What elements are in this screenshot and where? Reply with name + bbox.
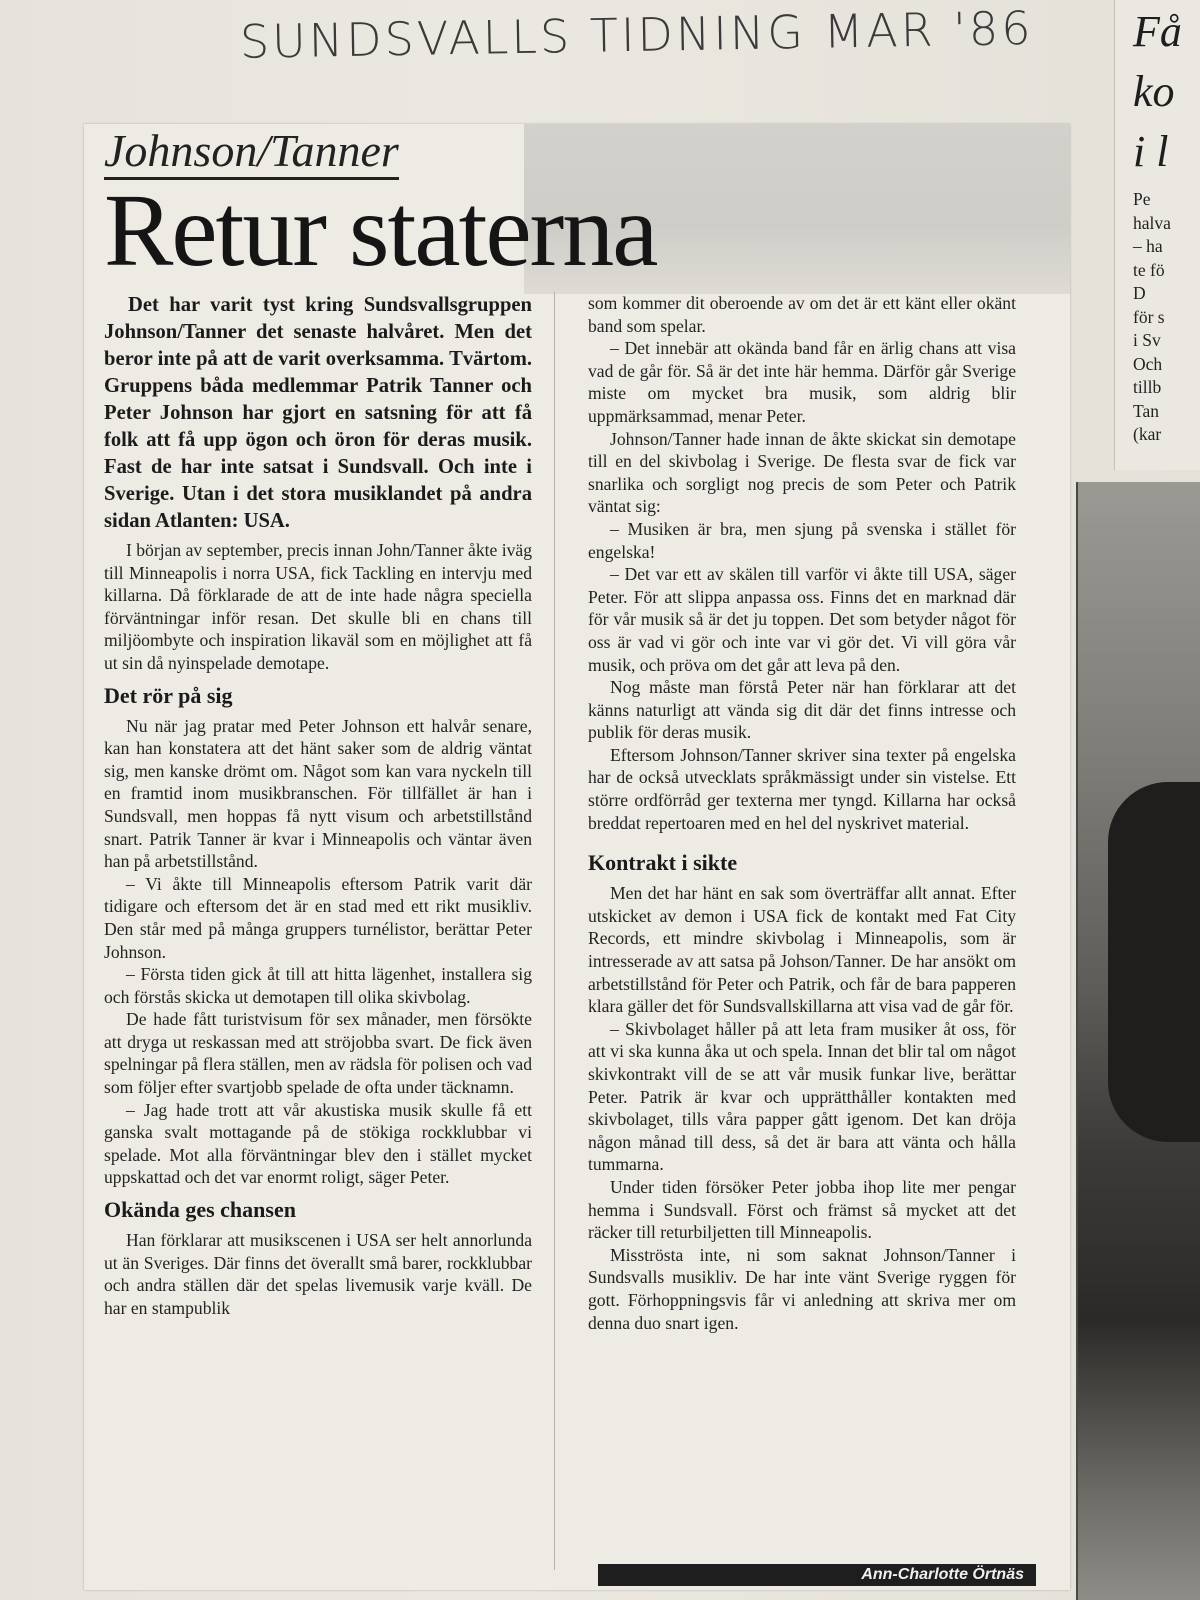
adjacent-headline-line: Få: [1133, 7, 1182, 56]
article-kicker: Johnson/Tanner: [104, 126, 399, 180]
adjacent-text-line: (kar: [1133, 424, 1162, 444]
handwritten-source-note: SUNDSVALLS TIDNING MAR '86: [239, 0, 1034, 69]
article-headline: Retur staterna: [104, 173, 657, 288]
adjacent-text-line: tillb: [1133, 377, 1162, 397]
adjacent-text-line: te fö: [1133, 259, 1165, 280]
byline: Ann-Charlotte Örtnäs: [598, 1564, 1036, 1586]
paragraph: Johnson/Tanner hade innan de åkte skickat sin demotape till en del skivbolag i Sverige. De flesta svar de fick var snarlika och sorgligt nog precis de som Peter och Patrik väntat sig:: [588, 428, 1016, 517]
article-lead: Det har varit tyst kring Sundsvallsgruppen Johnson/Tanner det senaste halvåret. Men det beror inte på att de varit overksamma. Tvärtom. Gruppens båda medlemmar Patrik Tanner och Peter Johnson har gjort en satsning för att få folk att få upp ögon och öron för deras musik. Fast de har inte satsat i Sundsvall. Och inte i Sverige. Utan i det stora musiklandet på andra sidan Atlanten: USA.: [104, 294, 532, 532]
adjacent-text-line: för s: [1133, 306, 1165, 327]
paragraph: Nu när jag pratar med Peter Johnson ett halvår senare, kan han konstatera att det hänt saker som de aldrig väntat sig, men kanske drömt om. Något som kan vara nyckeln till en framtid inom musikbranschen. För tillfället är han i Sundsvall, men hoppas få nytt visum och arbetstillstånd snart. Patrik Tanner är kvar i Minneapolis och väntar även han på arbetstillstånd.: [104, 715, 532, 872]
paragraph: Misströsta inte, ni som saknat Johnson/Tanner i Sundsvalls musikliv. De har inte vänt Sverige ryggen för gott. Förhoppningsvis får vi anledning att skriva mer om denna duo snart igen.: [588, 1244, 1016, 1333]
adjacent-text-line: halva: [1133, 212, 1171, 233]
adjacent-text-line: i Sv: [1133, 330, 1161, 350]
adjacent-text-line: Pe: [1133, 189, 1151, 209]
article-column-1: [104, 292, 532, 1319]
paragraph: I början av september, precis innan John/Tanner åkte iväg till Minneapolis i norra USA, fick Tackling en intervju med killarna. Då förklarade de att de inte hade några speciella förväntningar inför resan. Det skulle bli en chans till miljöombyte och inspiration likaväl som en möjlighet att få ut sin då nyinspelade demotape.: [104, 540, 532, 673]
column-divider: [554, 292, 555, 1570]
paragraph: – Det innebär att okända band får en ärlig chans att visa vad de går för. Så är det inte här hemma. Därför går Sverige miste om mycket bra musik, som aldrig blir uppmärksammad, menar Peter.: [588, 338, 1016, 426]
photo-figure: [1108, 782, 1200, 1142]
adjacent-text-line: – ha: [1133, 236, 1163, 256]
paragraph: Under tiden försöker Peter jobba ihop lite mer pengar hemma i Sundsvall. Först och främst så mycket att det räcker till returbiljetten till Minneapolis.: [588, 1176, 1016, 1243]
paragraph: Men det har hänt en sak som överträffar allt annat. Efter utskicket av demon i USA fick de kontakt med Fat City Records, ett mindre skivbolag i Minneapolis, som är intresserade av att satsa på Johson/Tanner. De har ansökt om arbetstillstånd för Peter och Patrik, och får de bara papperen klara gäller det för Sundsvallskillarna att visa vad de går för.: [588, 883, 1016, 1017]
adjacent-article-fragment: [1114, 0, 1200, 470]
paragraph: – Musiken är bra, men sjung på svenska i stället för engelska!: [588, 518, 1016, 562]
subheading: Kontrakt i sikte: [588, 850, 738, 876]
adjacent-text-line: Och: [1133, 353, 1163, 374]
article-column-2: [588, 292, 1016, 1334]
paragraph: – Första tiden gick åt till att hitta lägenhet, installera sig och förstås skicka ut demotapen till olika skivbolag.: [104, 964, 532, 1007]
paragraph: – Det var ett av skälen till varför vi åkte till USA, säger Peter. För att slippa anpassa oss. Finns det en marknad där för vår musik så är det ju toppen. Det som betyder något för oss är vad vi gör och inte var vi gör det. Vi vill göra vår musik, och pröva om det går att leva på den.: [588, 564, 1016, 675]
paragraph: Eftersom Johnson/Tanner skriver sina texter på engelska har de också utvecklats språkmässigt under sin vistelse. Ett större ordförråd ger texterna mer tyngd. Killarna har också breddat repertoaren med en hel del nyskrivet material.: [588, 744, 1016, 833]
article-clipping: [84, 124, 1070, 1590]
paragraph: – Vi åkte till Minneapolis eftersom Patrik varit där tidigare och eftersom det är en stad med ett rikt musikliv. Den står med på många gruppers turnélistor, berättar Peter Johnson.: [104, 873, 532, 962]
adjacent-headline-line: i l: [1133, 127, 1169, 176]
subheading: Okända ges chansen: [104, 1197, 296, 1223]
paragraph: som kommer dit oberoende av om det är ett känt eller okänt band som spelar.: [588, 293, 1016, 336]
adjacent-text-line: D: [1133, 283, 1146, 303]
paragraph: – Jag hade trott att vår akustiska musik skulle få ett ganska svalt mottagande på de stökiga rockklubbar vi spelade. Mot alla förväntningar blev den i stället mycket uppskattad och det var enormt roligt, säger Peter.: [104, 1099, 532, 1188]
paragraph: Han förklarar att musikscenen i USA ser helt annorlunda ut än Sveriges. Där finns det överallt små barer, rockklubbar och andra ställen där det spelas livemusik varje kväll. De har en stampublik: [104, 1230, 532, 1318]
adjacent-photo: [1076, 482, 1200, 1600]
paragraph: – Skivbolaget håller på att leta fram musiker åt oss, för att vi ska kunna åka ut och spela. Innan det blir tal om något skivkontrakt vill de se att vår musik funkar live, berättar Peter. Patrik är kvar och upprätthåller kontakten med skivbolaget, tills våra papper gått igenom. Det kan dröja någon månad till dess, så det är bara att vänta och hålla tummarna.: [588, 1018, 1016, 1175]
adjacent-text-line: Tan: [1133, 400, 1159, 421]
paragraph: Nog måste man förstå Peter när han förklarar att det känns naturligt att vända sig dit där det finns intresse och publik för deras musik.: [588, 677, 1016, 743]
adjacent-headline-line: ko: [1133, 67, 1175, 116]
subheading: Det rör på sig: [104, 682, 233, 708]
paragraph: De hade fått turistvisum för sex månader, men försökte att dryga ut reskassan med att ströjobba svart. De fick även spelningar på flera ställen, men av rädsla för polisen och vad som följer efter svartjobb spelade de ofta under täcknamn.: [104, 1009, 532, 1098]
